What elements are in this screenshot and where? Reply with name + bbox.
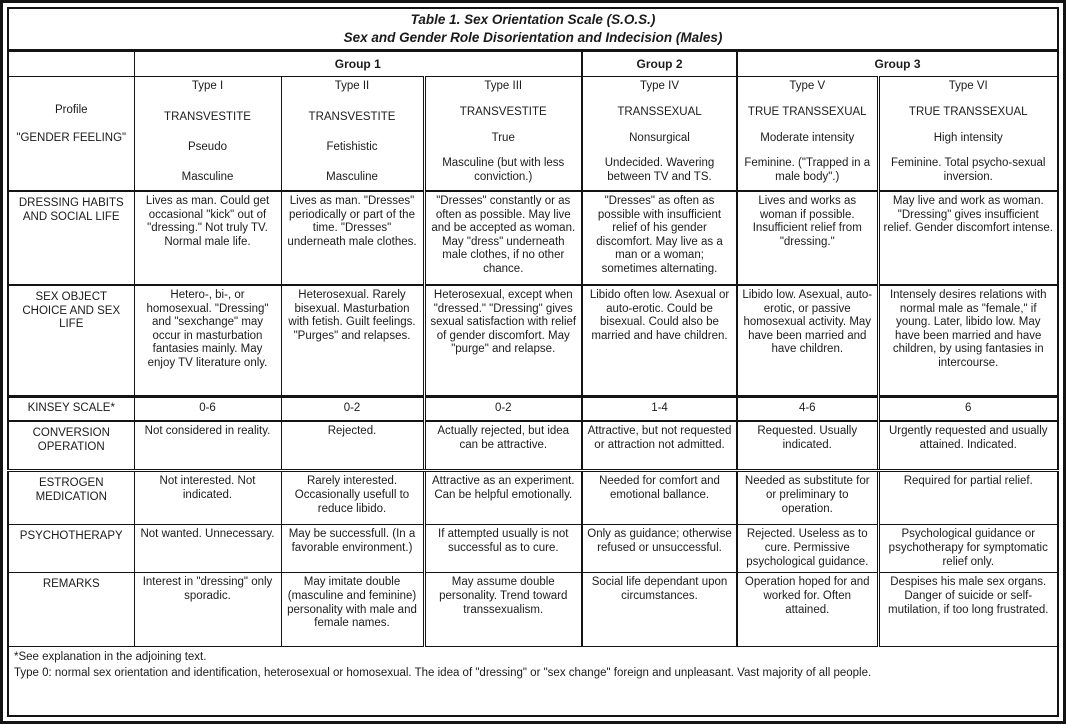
gender-feeling-label: "GENDER FEELING" — [16, 132, 127, 144]
type-category: TRANSVESTITE — [459, 106, 547, 119]
table-cell: May imitate double (masculine and feminine) personality with male and female names. — [281, 573, 424, 647]
col-header-type-vi — [878, 77, 1058, 191]
row-header-profile — [8, 77, 134, 191]
corner-cell — [8, 51, 134, 77]
type-category: TRUE TRANSSEXUAL — [747, 106, 867, 119]
type-subtype: Pseudo — [187, 140, 227, 153]
table-cell: 0-2 — [424, 397, 582, 421]
type-category: TRANSSEXUAL — [617, 106, 702, 119]
table-cell: Heterosexual, except when "dressed." "Dressing" gives sexual satisfaction with relief of gender discomfort. May "purge" and relapse. — [424, 285, 582, 397]
table-row — [8, 285, 1058, 397]
table-cell: Requested. Usually indicated. — [737, 421, 878, 471]
table-cell: Libido often low. Asexual or auto-erotic. Could be bisexual. Could also be married and have children. — [582, 285, 737, 397]
table-cell: 1-4 — [582, 397, 737, 421]
type-category: TRUE TRANSSEXUAL — [908, 106, 1028, 119]
table-cell: May be successfull. (In a favorable environment.) — [281, 525, 424, 573]
table-row — [8, 573, 1058, 647]
table-cell: Lives as man. "Dresses" periodically or part of the time. "Dresses" underneath male clothes. — [281, 191, 424, 285]
table-row — [8, 421, 1058, 471]
type-feeling: Masculine — [181, 170, 234, 183]
table-cell: 0-6 — [134, 397, 281, 421]
table-cell: Lives as man. Could get occasional "kick" out of "dressing." Not truly TV. Normal male life. — [134, 191, 281, 285]
col-header-type-iv — [582, 77, 737, 191]
table-cell: Interest in "dressing" only sporadic. — [134, 573, 281, 647]
type-category: TRANSVESTITE — [308, 110, 396, 123]
row-header-psychotherapy: PSYCHOTHERAPY — [8, 525, 134, 573]
table-cell: Actually rejected, but idea can be attractive. — [424, 421, 582, 471]
table-row — [8, 647, 1058, 716]
type-label: Type IV — [640, 80, 679, 93]
table-cell: Not interested. Not indicated. — [134, 471, 281, 525]
type-subtype: Fetishistic — [326, 140, 378, 153]
type-label: Type VI — [948, 80, 988, 93]
table-cell: Libido low. Asexual, auto-erotic, or passive homosexual activity. May have been married and have children. — [737, 285, 878, 397]
table-cell: Rejected. Useless as to cure. Permissive psychological guidance. — [737, 525, 878, 573]
row-header-remarks: REMARKS — [8, 573, 134, 647]
sex-orientation-scale-table — [7, 7, 1059, 717]
table-cell: Heterosexual. Rarely bisexual. Masturbation with fetish. Guilt feelings. "Purges" and relapses. — [281, 285, 424, 397]
type-category: TRANSVESTITE — [164, 110, 251, 123]
type-label: Type III — [484, 80, 523, 93]
profile-label: Profile — [54, 104, 88, 117]
type-feeling: Undecided. Wavering between TV and TS. — [604, 157, 715, 183]
group-1-header: Group 1 — [134, 51, 582, 77]
table-row — [8, 471, 1058, 525]
type-subtype: Nonsurgical — [629, 131, 690, 144]
col-header-type-v — [737, 77, 878, 191]
table-row — [8, 397, 1058, 421]
type-feeling: Masculine — [326, 170, 378, 183]
group-3-header: Group 3 — [737, 51, 1058, 77]
table-cell: "Dresses" constantly or as often as possible. May live and be accepted as woman. May "dress" underneath male clothes, if no other chance. — [424, 191, 582, 285]
row-header-dressing-habits: DRESSING HABITS AND SOCIAL LIFE — [8, 191, 134, 285]
table-cell: Urgently requested and usually attained. Indicated. — [878, 421, 1058, 471]
table-cell: Attractive, but not requested or attraction not admitted. — [582, 421, 737, 471]
type-label: Type V — [789, 80, 826, 93]
table-cell: Social life dependant upon circumstances. — [582, 573, 737, 647]
row-header-kinsey-scale: KINSEY SCALE* — [8, 397, 134, 421]
type-feeling: Masculine (but with less conviction.) — [442, 157, 565, 183]
type-subtype: High intensity — [933, 131, 1003, 144]
table-cell: 4-6 — [737, 397, 878, 421]
footnote-type-0: Type 0: normal sex orientation and identification, heterosexual or homosexual. The idea of "dressing" or "sex change" foreign and unpleasant. Vast majority of all people. — [14, 666, 872, 679]
table-cell: Needed as substitute for or preliminary to operation. — [737, 471, 878, 525]
table-cell: If attempted usually is not successful as to cure. — [424, 525, 582, 573]
table-cell: 6 — [878, 397, 1058, 421]
footnotes-cell — [8, 647, 1058, 716]
table-cell: Intensely desires relations with normal male as "female," if young. Later, libido low. May have been married and have children, by using fantasies in intercourse. — [878, 285, 1058, 397]
table-cell: May live and work as woman. "Dressing" gives insufficient relief. Gender discomfort intense. — [878, 191, 1058, 285]
table-cell: Attractive as an experiment. Can be helpful emotionally. — [424, 471, 582, 525]
table-cell: Psychological guidance or psychotherapy for symptomatic relief only. — [878, 525, 1058, 573]
type-label: Type II — [334, 80, 370, 93]
table-cell: Needed for comfort and emotional ballance. — [582, 471, 737, 525]
table-row — [8, 525, 1058, 573]
table-cell: Only as guidance; otherwise refused or unsuccessful. — [582, 525, 737, 573]
table-title-line2: Sex and Gender Role Disorientation and Indecision (Males) — [343, 30, 723, 46]
group-2-header: Group 2 — [582, 51, 737, 77]
type-subtype: Moderate intensity — [760, 131, 855, 144]
table-title — [8, 8, 1058, 51]
table-cell: Operation hoped for and worked for. Often attained. — [737, 573, 878, 647]
col-header-type-ii — [281, 77, 424, 191]
type-subtype: True — [491, 131, 515, 144]
footnote-asterisk: *See explanation in the adjoining text. — [14, 651, 207, 664]
row-header-conversion-operation: CONVERSION OPERATION — [8, 421, 134, 471]
table-cell: 0-2 — [281, 397, 424, 421]
col-header-type-iii — [424, 77, 582, 191]
table-cell: Lives and works as woman if possible. Insufficient relief from "dressing." — [737, 191, 878, 285]
table-cell: May assume double personality. Trend toward transsexualism. — [424, 573, 582, 647]
row-header-sex-object-choice: SEX OBJECT CHOICE AND SEX LIFE — [8, 285, 134, 397]
table-cell: Required for partial relief. — [878, 471, 1058, 525]
table-cell: Rarely interested. Occasionally usefull to reduce libido. — [281, 471, 424, 525]
table-cell: "Dresses" as often as possible with insufficient relief of his gender discomfort. May live as a man or a woman; sometimes alternating. — [582, 191, 737, 285]
table-cell: Not considered in reality. — [134, 421, 281, 471]
type-feeling: Feminine. ("Trapped in a male body".) — [744, 157, 871, 183]
table-cell: Rejected. — [281, 421, 424, 471]
table-title-line1: Table 1. Sex Orientation Scale (S.O.S.) — [410, 12, 656, 27]
row-header-estrogen-medication: ESTROGEN MEDICATION — [8, 471, 134, 525]
table-cell: Not wanted. Unnecessary. — [134, 525, 281, 573]
table-row — [8, 191, 1058, 285]
type-label: Type I — [191, 80, 224, 93]
table-cell: Hetero-, bi-, or homosexual. "Dressing" and "sexchange" may occur in masturbation fantasies mainly. May enjoy TV literature only. — [134, 285, 281, 397]
type-feeling: Feminine. Total psycho-sexual inversion. — [891, 157, 1046, 183]
table-cell: Despises his male sex organs. Danger of suicide or self-mutilation, if too long frustrated. — [878, 573, 1058, 647]
col-header-type-i — [134, 77, 281, 191]
